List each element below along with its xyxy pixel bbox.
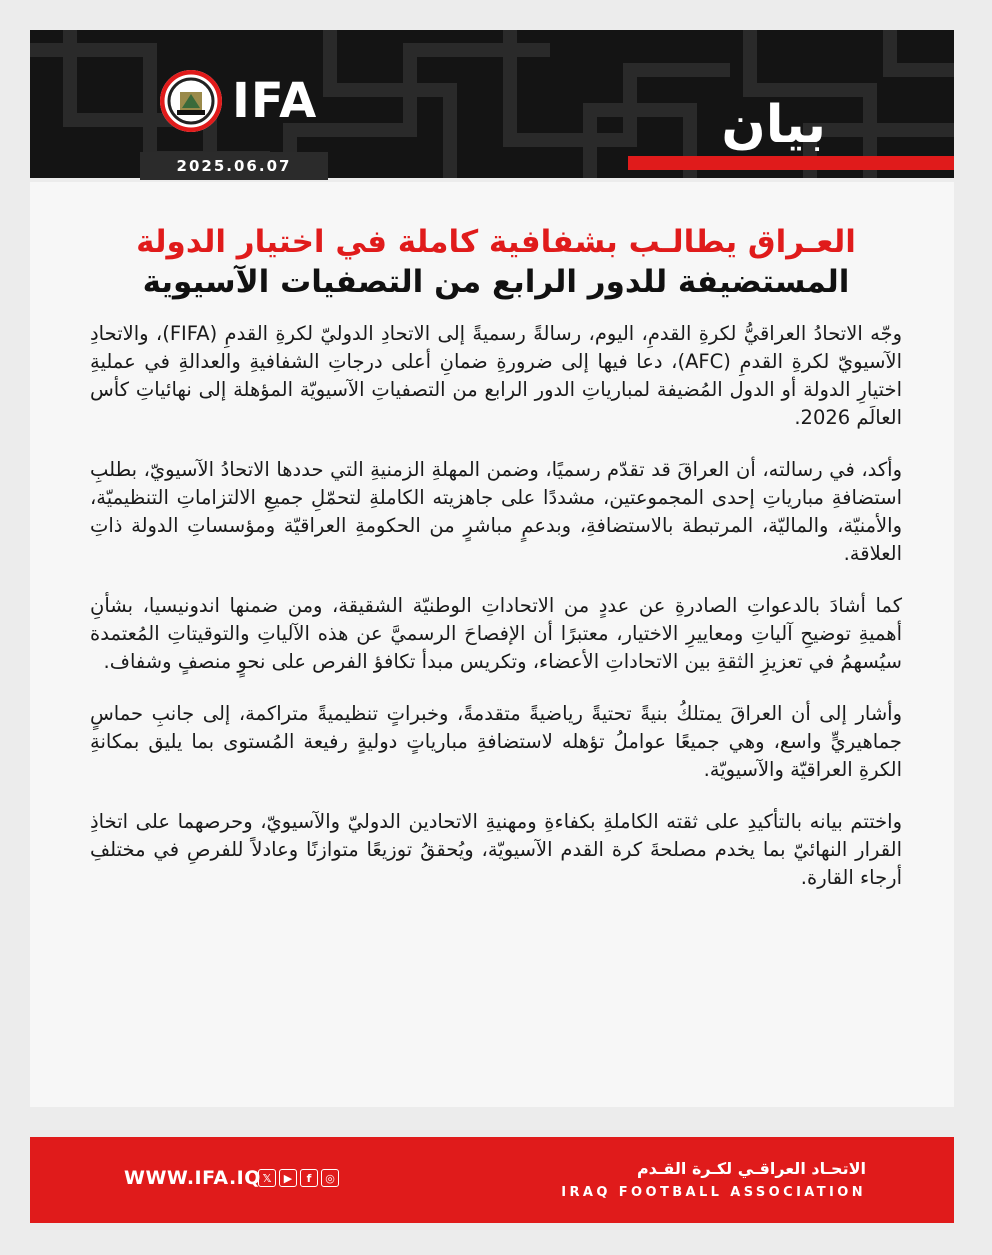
statement-box [628, 85, 954, 155]
association-name-ar: الاتحـاد العراقـي لكـرة القـدم [636, 1159, 866, 1178]
statement-underline [628, 156, 954, 170]
association-name-en: IRAQ FOOTBALL ASSOCIATION [561, 1185, 866, 1200]
x-icon[interactable]: 𝕏 [258, 1169, 276, 1187]
paragraph: كما أشادَ بالدعواتِ الصادرةِ عن عددٍ من الاتحاداتِ الوطنيّة الشقيقة، ومن ضمنها اندونيسيا، بشأنِ أهميةِ توضيحِ آلياتِ ومعاييرِ الاختيار، معتبرًا أن الإفصاحَ الرسميَّ عن هذه الآلياتِ والتوقيتاتِ المُعتمدة سيُسهمُ في تعزيزِ الثقةِ بين الاتحاداتِ الأعضاء، وتكريس مبدأ تكافؤ الفرص على نحوٍ منصفٍ وشفاف. [90, 594, 902, 673]
instagram-icon[interactable]: ◎ [321, 1169, 339, 1187]
facebook-icon[interactable]: f [300, 1169, 318, 1187]
paragraph: واختتم بيانه بالتأكيدِ على ثقته الكاملةِ بكفاءةِ ومهنيةِ الاتحادين الدوليّ والآسيويّ، وحرصهما على اتخاذِ القرار النهائيّ بما يخدم مصلحةَ كرة القدم الآسيويّة، ويُحققُ توزيعًا متوازنًا وعادلاً للفرصِ في مختلفِ أرجاء القارة. [90, 810, 902, 889]
headline [60, 222, 932, 302]
website-link[interactable]: WWW.IFA.IQ [124, 1167, 261, 1189]
paragraph: وجّه الاتحادُ العراقيُّ لكرةِ القدمِ، اليوم، رسالةً رسميةً إلى الاتحادِ الدوليّ لكرةِ القدمِ (FIFA)، والاتحادِ الآسيويّ لكرةِ القدمِ (AFC)، دعا فيها إلى ضرورةِ ضمانِ أعلى درجاتِ الشفافيةِ والعدالةِ في عمليةِ اختيارِ الدولة أو الدول المُضيفة لمبارياتِ الدور الرابع من التصفياتِ الآسيويّة المؤهلة إلى نهائياتِ كأس العالَم 2026. [90, 322, 903, 429]
footer-bar [30, 1137, 954, 1223]
statement-label: بيان [721, 95, 826, 155]
ifa-logo [160, 70, 317, 132]
social-icons [258, 1169, 339, 1187]
paragraph: وأشار إلى أن العراقَ يمتلكُ بنيةً تحتيةً رياضيةً متقدمةً، وخبراتٍ تنظيميةً متراكمة، إلى جانبِ حماسٍ جماهيريٍّ واسع، وهي جميعًا عواملُ تؤهله لاستضافةِ مبارياتٍ دوليةٍ رفيعة المُستوى بما يليق بمكانةِ الكرةِ العراقيّة والآسيويّة. [90, 702, 902, 781]
date-badge: 2025.06.07 [140, 152, 328, 180]
paragraph: وأكد، في رسالته، أن العراقَ قد تقدّم رسميًا، وضمن المهلةِ الزمنيةِ التي حددها الاتحادُ الآسيويّ، بطلبِ استضافةِ مبارياتِ إحدى المجموعتين، مشددًا على جاهزيته الكاملةِ لتحمّلِ جميعِ الالتزاماتِ التنظيميّة، والأمنيّة، والماليّة، المرتبطة بالاستضافةِ، وبدعمٍ مباشرٍ من الحكومةِ العراقيّة ومؤسساتِ الدولة ذاتِ العلاقة. [90, 458, 902, 565]
logo-text: IFA [232, 73, 318, 129]
youtube-icon[interactable]: ▶ [279, 1169, 297, 1187]
crest-icon [160, 70, 222, 132]
statement-body [90, 320, 902, 916]
headline-line-1: العـراق يطالـب بشفافية كاملة في اختيار الدولة [136, 224, 856, 260]
headline-line-2: المستضيفة للدور الرابع من التصفيات الآسيوية [142, 264, 850, 300]
